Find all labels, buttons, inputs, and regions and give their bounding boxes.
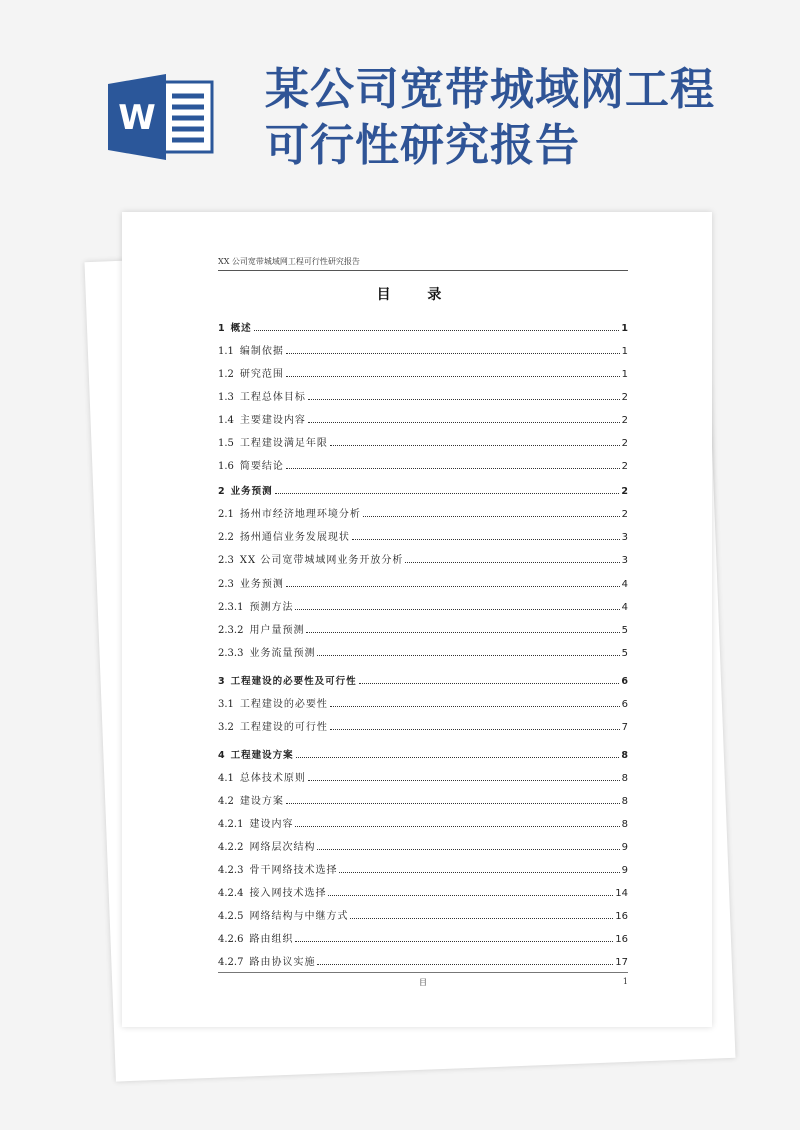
toc-entry-number: 3.1 [218,699,234,710]
toc-entry[interactable] [218,929,628,945]
toc-entry[interactable] [218,694,628,710]
toc-entry[interactable] [218,717,628,733]
toc-entry-page-number: 4 [621,602,628,613]
toc-entry[interactable] [218,671,628,687]
toc-entry-label: 工程建设方案 [230,750,294,761]
toc-entry-page-number: 8 [621,819,628,830]
toc-dot-leader [286,352,620,354]
toc-entry-number: 4.2.6 [218,934,244,945]
toc-entry-page-number: 16 [615,934,628,945]
toc-entry[interactable] [218,387,628,403]
toc-entry-label: 概述 [230,323,252,334]
toc-dot-leader [339,871,619,873]
toc-title: 目 录 [376,287,458,303]
toc-dot-leader [275,492,620,494]
toc-entry-label: 预测方法 [249,602,294,613]
toc-entry-label: 工程建设的必要性 [239,699,328,710]
toc-entry-label: 用户量预测 [249,625,305,636]
page-footer [218,972,628,987]
toc-entry-page-number: 9 [621,865,628,876]
toc-entry-page-number: 8 [621,750,628,761]
toc-entry[interactable] [218,410,628,426]
toc-entry-page-number: 2 [621,415,628,426]
toc-entry-number: 2 [218,486,225,497]
toc-entry-page-number: 14 [615,888,628,899]
toc-entry-number: 4.2.4 [218,888,244,899]
toc-dot-leader [286,585,620,587]
toc-entry-page-number: 6 [621,699,628,710]
toc-entry-label: 路由组织 [249,934,294,945]
toc-entry-label: 业务预测 [230,486,273,497]
toc-entry[interactable] [218,814,628,830]
toc-entry-page-number: 17 [615,957,628,968]
word-logo-icon [108,74,218,160]
toc-entry-page-number: 2 [621,461,628,472]
toc-entry-label: 网络层次结构 [249,842,316,853]
toc-entry-number: 1 [218,323,225,334]
banner-title-line2: 可行性研究报告 [265,120,580,171]
toc-entry[interactable] [218,481,628,497]
toc-dot-leader [352,538,620,540]
toc-entry-number: 4.2.2 [218,842,244,853]
toc-dot-leader [317,654,619,656]
toc-dot-leader [308,779,620,781]
toc-entry[interactable] [218,364,628,380]
toc-entry-label: 路由协议实施 [249,957,316,968]
toc-dot-leader [308,421,620,423]
toc-dot-leader [295,608,619,610]
toc-entry-number: 2.3.3 [218,648,244,659]
toc-entry-page-number: 1 [621,369,628,380]
toc-entry-page-number: 2 [621,486,628,497]
toc-entry-number: 4.1 [218,773,234,784]
toc-entry-number: 1.4 [218,415,234,426]
toc-dot-leader [328,894,613,896]
toc-entry-number: 4.2.3 [218,865,244,876]
toc-entry[interactable] [218,456,628,472]
toc-dot-leader [296,756,620,758]
toc-entry-page-number: 1 [621,346,628,357]
toc-entry-page-number: 2 [621,392,628,403]
toc-entry-label: 网络结构与中继方式 [249,911,349,922]
toc-entry-label: 工程总体目标 [239,392,306,403]
toc-entry-label: 业务预测 [239,579,284,590]
toc-dot-leader [363,515,620,517]
toc-entry-label: XX 公司宽带城域网业务开放分析 [239,555,404,566]
toc-entry-number: 4.2 [218,796,234,807]
toc-entry[interactable] [218,860,628,876]
toc-entry[interactable] [218,837,628,853]
toc-entry-label: 工程建设的必要性及可行性 [230,676,357,687]
toc-entry[interactable] [218,791,628,807]
document-page [122,212,712,1027]
toc-entry[interactable] [218,574,628,590]
toc-entry-page-number: 7 [621,722,628,733]
toc-dot-leader [330,444,620,446]
toc-entry-page-number: 3 [621,555,628,566]
toc-entry[interactable] [218,318,628,334]
toc-entry[interactable] [218,550,628,566]
toc-entry-page-number: 2 [621,509,628,520]
toc-dot-leader [317,963,613,965]
toc-entry[interactable] [218,883,628,899]
toc-entry-label: 业务流量预测 [249,648,316,659]
toc-entry-number: 1.1 [218,346,234,357]
toc-entry-page-number: 5 [621,625,628,636]
toc-entry[interactable] [218,745,628,761]
toc-entry-page-number: 1 [621,323,628,334]
toc-entry-label: 总体技术原则 [239,773,306,784]
toc-entry-page-number: 16 [615,911,628,922]
toc-entry-label: 骨干网络技术选择 [249,865,338,876]
toc-entry[interactable] [218,433,628,449]
toc-dot-leader [286,467,620,469]
footer-page-number: 1 [622,977,628,986]
toc-entry-number: 3 [218,676,225,687]
toc-entry-number: 4 [218,750,225,761]
toc-entry-label: 扬州市经济地理环境分析 [239,509,361,520]
toc-entry-page-number: 8 [621,796,628,807]
toc-dot-leader [308,398,620,400]
toc-entry-number: 1.5 [218,438,234,449]
toc-entry-label: 研究范围 [239,369,284,380]
toc-entry-number: 4.2.5 [218,911,244,922]
toc-dot-leader [405,561,619,563]
toc-entry-page-number: 4 [621,579,628,590]
footer-center-text: 目 [419,978,427,987]
toc-dot-leader [254,329,620,331]
toc-entry-label: 扬州通信业务发展现状 [239,532,350,543]
toc-entry-label: 建设内容 [249,819,294,830]
toc-entry-label: 编制依据 [239,346,284,357]
toc-entry-page-number: 9 [621,842,628,853]
toc-entry[interactable] [218,341,628,357]
toc-entry[interactable] [218,597,628,613]
toc-entry-number: 2.3 [218,555,234,566]
banner-title [265,62,785,174]
toc-entry-number: 1.6 [218,461,234,472]
toc-entry-page-number: 8 [621,773,628,784]
toc-entry-number: 2.1 [218,509,234,520]
toc-entry[interactable] [218,527,628,543]
banner-title-line1: 某公司宽带城域网工程 [265,64,715,115]
toc-entry[interactable] [218,620,628,636]
toc-entry-number: 1.2 [218,369,234,380]
toc-entry[interactable] [218,906,628,922]
toc-dot-leader [295,825,619,827]
toc-entry-page-number: 3 [621,532,628,543]
toc-entry-number: 4.2.7 [218,957,244,968]
toc-entry-number: 4.2.1 [218,819,244,830]
toc-dot-leader [317,848,619,850]
toc-dot-leader [295,940,613,942]
toc-entry-number: 2.3.2 [218,625,244,636]
toc-entry-label: 建设方案 [239,796,284,807]
running-header: XX 公司宽带城域网工程可行性研究报告 [218,256,628,271]
toc-entry-label: 工程建设的可行性 [239,722,328,733]
toc-entry-page-number: 6 [621,676,628,687]
toc-entry-label: 接入网技术选择 [249,888,327,899]
toc-dot-leader [286,375,620,377]
toc-entry[interactable] [218,952,628,968]
toc-entry-number: 2.3 [218,579,234,590]
toc-entry-label: 主要建设内容 [239,415,306,426]
toc-entry-page-number: 2 [621,438,628,449]
toc-entry-label: 工程建设满足年限 [239,438,328,449]
toc-dot-leader [350,917,613,919]
toc-dot-leader [306,631,619,633]
toc-dot-leader [359,682,620,684]
toc-entry-label: 简要结论 [239,461,284,472]
toc-entry-number: 2.2 [218,532,234,543]
toc-entry-number: 1.3 [218,392,234,403]
toc-entry[interactable] [218,643,628,659]
toc-entry-number: 3.2 [218,722,234,733]
toc-dot-leader [286,802,620,804]
toc-entry[interactable] [218,504,628,520]
toc-entry-number: 2.3.1 [218,602,244,613]
toc-dot-leader [330,728,620,730]
svg-text:W: W [118,98,156,138]
toc-entry-page-number: 5 [621,648,628,659]
toc-dot-leader [330,705,620,707]
toc-entry[interactable] [218,768,628,784]
